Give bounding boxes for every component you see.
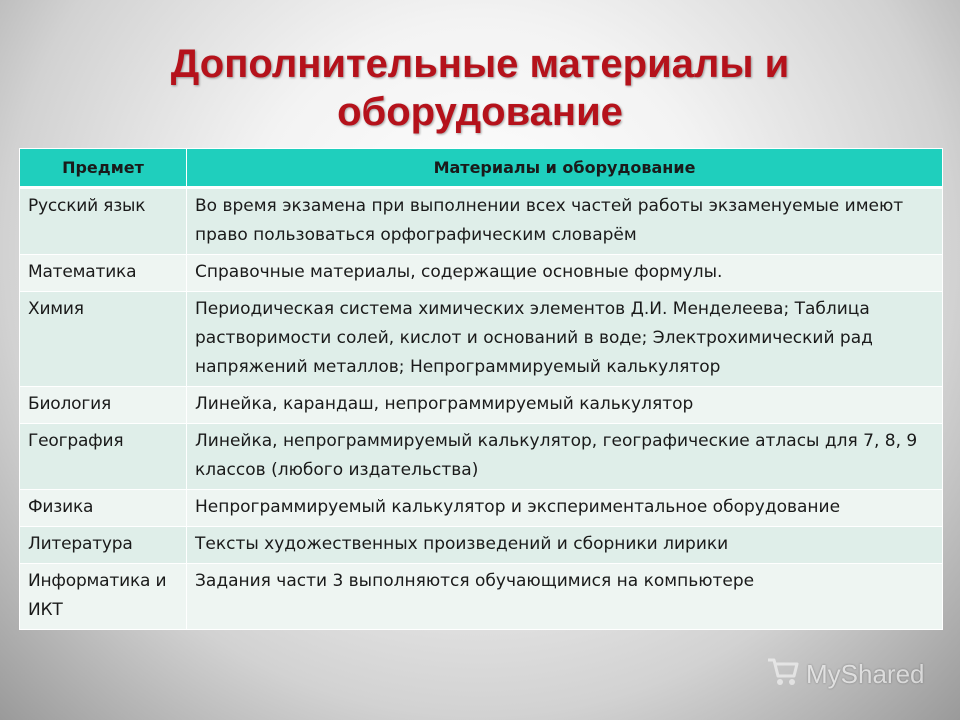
subject-cell: География	[20, 424, 187, 490]
table-row	[20, 424, 943, 490]
table-row	[20, 292, 943, 387]
subject-cell: Математика	[20, 255, 187, 292]
header-materials: Материалы и оборудование	[187, 149, 943, 188]
table-row	[20, 255, 943, 292]
cart-icon	[766, 656, 800, 693]
subject-cell: Физика	[20, 490, 187, 527]
table-header-row	[20, 149, 943, 188]
materials-table	[19, 148, 943, 630]
table-row	[20, 387, 943, 424]
slide-title-line-2: оборудование	[337, 90, 623, 134]
watermark-text: MyShared	[806, 659, 925, 689]
table-row	[20, 527, 943, 564]
subject-cell: Химия	[20, 292, 187, 387]
materials-cell: Периодическая система химических элементов Д.И. Менделеева; Таблица растворимости солей, кислот и оснований в воде; Электрохимический рад напряжений металлов; Непрограммируемый калькулятор	[187, 292, 943, 387]
watermark	[766, 656, 925, 693]
materials-cell: Непрограммируемый калькулятор и экспериментальное оборудование	[187, 490, 943, 527]
table-row	[20, 188, 943, 255]
materials-cell: Справочные материалы, содержащие основные формулы.	[187, 255, 943, 292]
subject-cell: Биология	[20, 387, 187, 424]
materials-cell: Тексты художественных произведений и сборники лирики	[187, 527, 943, 564]
materials-cell: Линейка, карандаш, непрограммируемый калькулятор	[187, 387, 943, 424]
subject-cell: Русский язык	[20, 188, 187, 255]
materials-cell: Во время экзамена при выполнении всех частей работы экзаменуемые имеют право пользоваться орфографическим словарём	[187, 188, 943, 255]
subject-cell: Информатика и ИКТ	[20, 564, 187, 630]
slide-title-line-1: Дополнительные материалы и	[170, 42, 790, 86]
table-row	[20, 564, 943, 630]
header-subject: Предмет	[20, 149, 187, 188]
materials-cell: Линейка, непрограммируемый калькулятор, географические атласы для 7, 8, 9 классов (любого издательства)	[187, 424, 943, 490]
subject-cell: Литература	[20, 527, 187, 564]
materials-cell: Задания части 3 выполняются обучающимися на компьютере	[187, 564, 943, 630]
slide-title	[0, 40, 960, 136]
table-row	[20, 490, 943, 527]
